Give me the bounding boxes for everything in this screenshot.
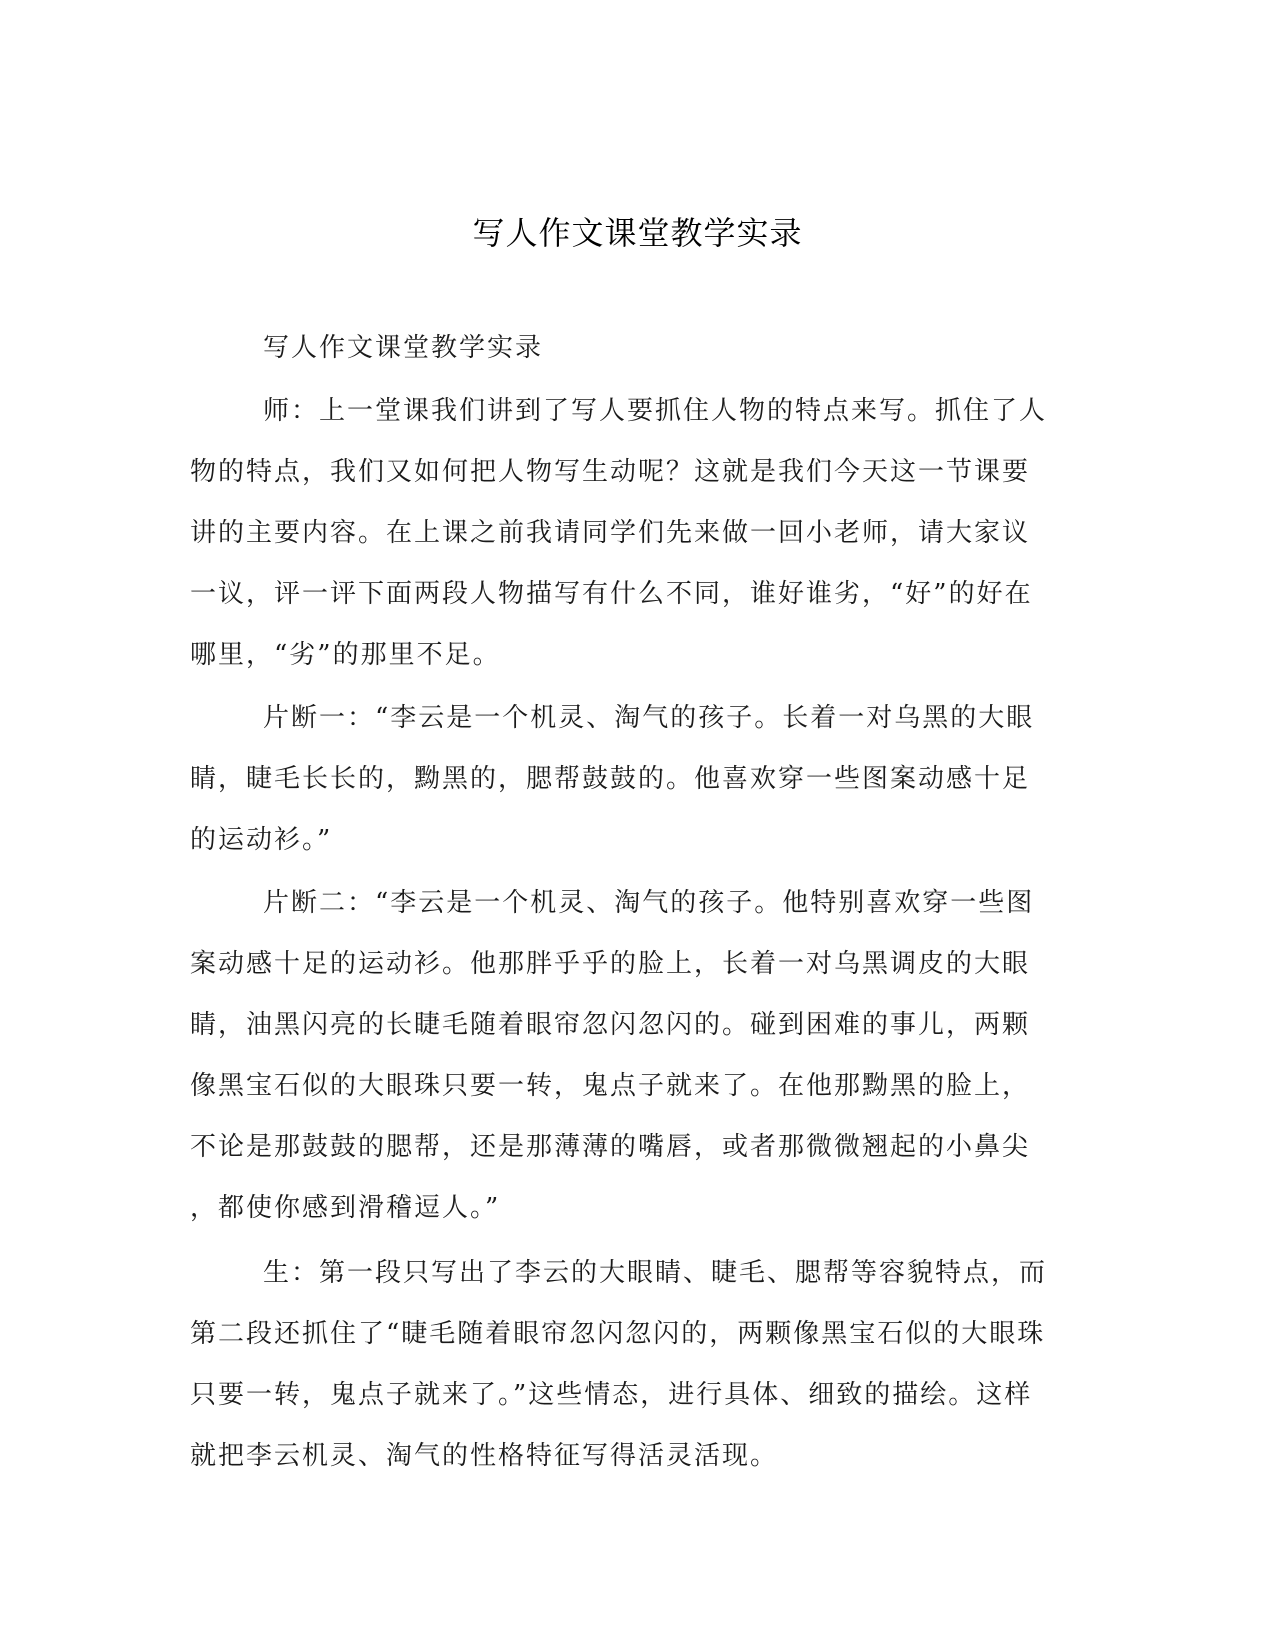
text-line: 第二段还抓住了“睫毛随着眼帘忽闪忽闪的，两颗像黑宝石似的大眼珠 <box>190 1319 1046 1349</box>
text-line: 哪里，“劣”的那里不足。 <box>190 640 501 670</box>
text-line: 片断二：“李云是一个机灵、淘气的孩子。他特别喜欢穿一些图 <box>263 888 1035 918</box>
text-line: 的运动衫。” <box>190 825 333 855</box>
paragraph-excerpt-one <box>190 688 1070 871</box>
document-title: 写人作文课堂教学实录 <box>472 214 803 252</box>
text-line: 睛，油黑闪亮的长睫毛随着眼帘忽闪忽闪的。碰到困难的事儿，两颗 <box>190 1010 1031 1040</box>
text-line: 只要一转，鬼点子就来了。”这些情态，进行具体、细致的描绘。这样 <box>190 1380 1033 1410</box>
text-line: 讲的主要内容。在上课之前我请同学们先来做一回小老师，请大家议 <box>190 518 1031 548</box>
text-line: 物的特点，我们又如何把人物写生动呢？这就是我们今天这一节课要 <box>190 457 1031 487</box>
paragraph-excerpt-two <box>190 873 1070 1239</box>
text-line: 睛，睫毛长长的，黝黑的，腮帮鼓鼓的。他喜欢穿一些图案动感十足 <box>190 764 1031 794</box>
text-line: 不论是那鼓鼓的腮帮，还是那薄薄的嘴唇，或者那微微翘起的小鼻尖 <box>190 1132 1031 1162</box>
text-line: 生：第一段只写出了李云的大眼睛、睫毛、腮帮等容貌特点，而 <box>263 1258 1048 1288</box>
paragraph-student-response <box>190 1243 1070 1487</box>
text-line: 一议，评一评下面两段人物描写有什么不同，谁好谁劣，“好”的好在 <box>190 579 1033 609</box>
text-line: ，都使你感到滑稽逗人。” <box>190 1193 501 1223</box>
text-line: 像黑宝石似的大眼珠只要一转，鬼点子就来了。在他那黝黑的脸上， <box>190 1071 1031 1101</box>
paragraph-teacher-intro <box>190 381 1070 686</box>
text-line: 案动感十足的运动衫。他那胖乎乎的脸上，长着一对乌黑调皮的大眼 <box>190 949 1031 979</box>
paragraph-subtitle <box>190 318 1070 379</box>
text-line: 写人作文课堂教学实录 <box>263 333 544 363</box>
text-line: 师：上一堂课我们讲到了写人要抓住人物的特点来写。抓住了人 <box>263 396 1048 426</box>
text-line: 片断一：“李云是一个机灵、淘气的孩子。长着一对乌黑的大眼 <box>263 703 1035 733</box>
text-line: 就把李云机灵、淘气的性格特征写得活灵活现。 <box>190 1441 779 1471</box>
